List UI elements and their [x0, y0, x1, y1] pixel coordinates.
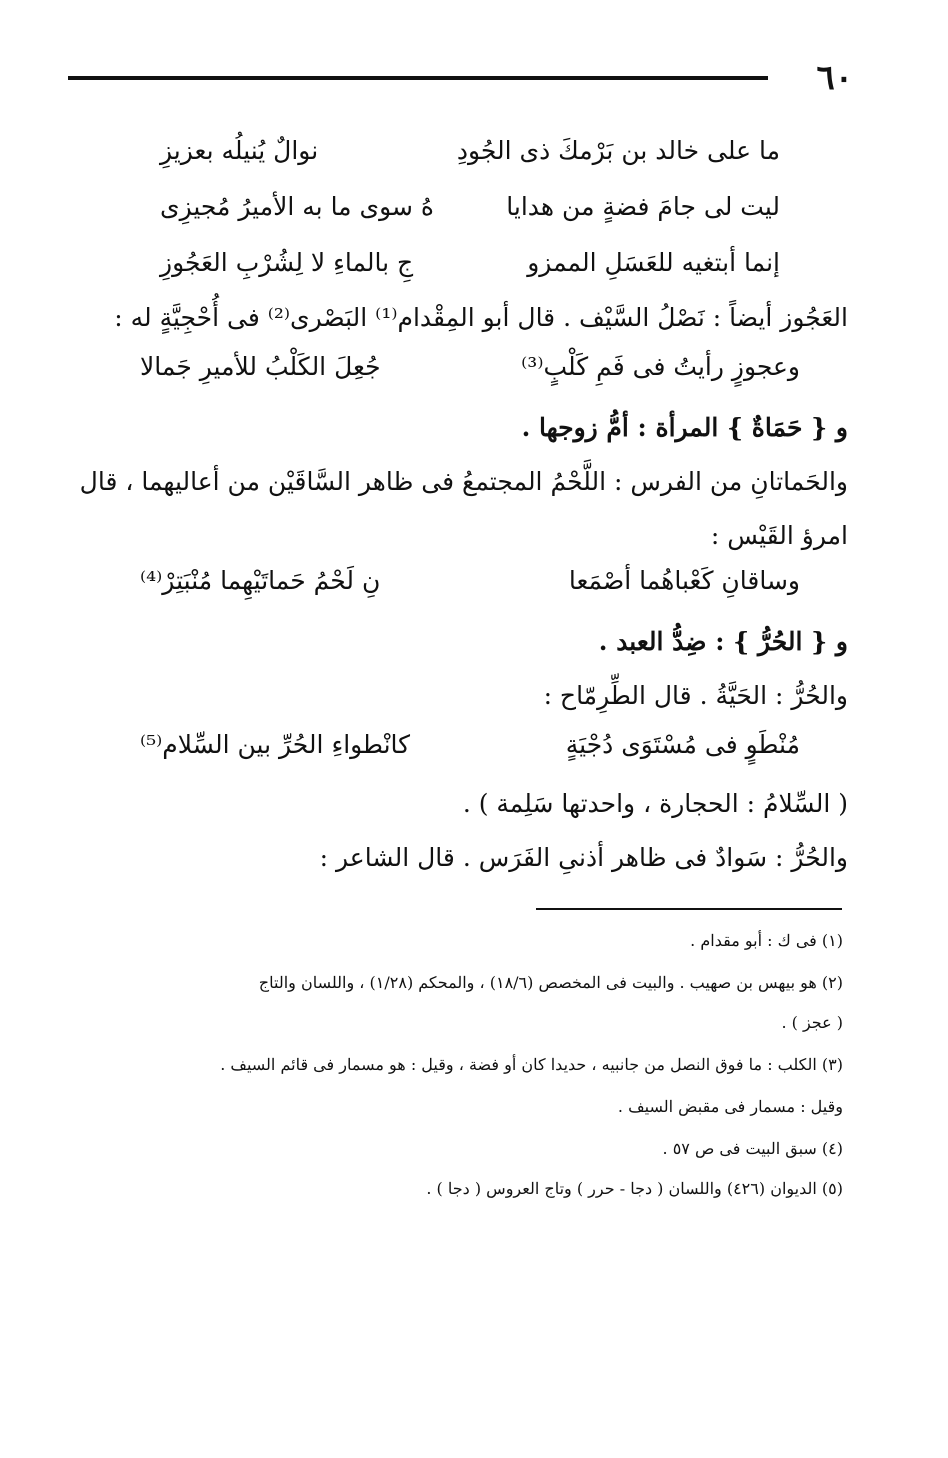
- hemistich-second: هُ سوى ما به الأميرُ مُجيزِى: [160, 192, 434, 221]
- hemistich-second: نِ لَحْمُ حَماتَيْهِما مُنْبَتِرْ⁽⁴⁾: [140, 566, 381, 595]
- verse-line-1: [160, 136, 780, 176]
- entry-hamat-line1: والحَماتانِ من الفرس : اللَّحْمُ المجتمعُ فى ظاهر السَّاقَيْن من أعاليهما ، قال: [79, 467, 848, 496]
- page-number: ٦٠: [816, 58, 853, 98]
- entry-hurr-head: و { الحُرُّ } : ضِدُّ العبد .: [598, 627, 848, 656]
- verse-line-3: [160, 248, 780, 288]
- header-rule: [68, 76, 768, 80]
- entry-hurr-gloss: ( السِّلامُ : الحجارة ، واحدتها سَلِمة ) .: [462, 789, 848, 818]
- verse-ajuz: [140, 352, 840, 392]
- verse-hurr: [140, 730, 840, 770]
- footnote-3: (٣) الكلب : ما فوق النصل من جانبيه ، حديدا كان أو فضة ، وقيل : هو مسمار فى قائم السيف .: [220, 1055, 843, 1074]
- footnote-4: (٤) سبق البيت فى ص ٥٧ .: [662, 1139, 843, 1158]
- hemistich-first: وساقانِ كَعْباهُما أصْمَعا: [568, 566, 800, 595]
- entry-hamat-line2: امرؤ القَيْس :: [710, 521, 848, 550]
- verse-hamat: [140, 566, 840, 606]
- entry-hurr-line2: والحُرُّ : سَوادٌ فى ظاهر أذنىِ الفَرَس . قال الشاعر :: [319, 843, 848, 872]
- footnote-rule: [536, 908, 842, 910]
- hemistich-first: مُنْطَوٍ فى مُسْتَوَى دُجْيَةٍ: [565, 730, 800, 759]
- hemistich-first: ما على خالد بن بَرْمكَ ذى الجُودِ: [456, 136, 780, 165]
- verse-line-2: [160, 192, 780, 232]
- footnote-5: (٥) الديوان (٤٢٦) واللسان ( دجا - حرر ) وتاج العروس ( دجا ) .: [426, 1179, 843, 1198]
- hemistich-first: إنما أبتغيه للعَسَلِ الممزو: [527, 248, 780, 277]
- hemistich-first: ليت لى جامَ فضةٍ من هدايا: [506, 192, 780, 221]
- hemistich-second: جُعِلَ الكَلْبُ للأميرِ جَمالا: [140, 352, 381, 381]
- hemistich-second: جِ بالماءِ لا لِشُرْبِ العَجُوزِ: [160, 248, 414, 277]
- footnote-2: (٢) هو بيهس بن صهيب . والبيت فى المخصص (١٨/٦) ، والمحكم (١/٢٨) ، واللسان والتاج: [258, 973, 843, 992]
- hemistich-first: وعجوزٍ رأيتُ فى فَمِ كَلْبٍ⁽³⁾: [521, 352, 800, 381]
- footnote-2-cont: ( عجز ) .: [781, 1013, 843, 1032]
- footnote-3-cont: وقيل : مسمار فى مقبض السيف .: [617, 1097, 843, 1116]
- entry-ajuz-line: العَجُوز أيضاً : نَصْلُ السَّيْف . قال أبو المِقْدام⁽¹⁾ البَصْرى⁽²⁾ فى أُحْجِيَّةٍ له :: [114, 303, 848, 332]
- hemistich-second: كانْطواءِ الحُرِّ بين السِّلام⁽⁵⁾: [140, 730, 411, 759]
- entry-hurr-line1: والحُرُّ : الحَيَّةُ . قال الطِّرِمّاح :: [543, 681, 848, 710]
- entry-hamat-head: و { حَمَاةٌ } المرأة : أمُّ زوجها .: [521, 413, 848, 442]
- footnote-1: (١) فى ك : أبو مقدام .: [690, 931, 843, 950]
- hemistich-second: نوالٌ يُنيلُه بعزيزِ: [160, 136, 319, 165]
